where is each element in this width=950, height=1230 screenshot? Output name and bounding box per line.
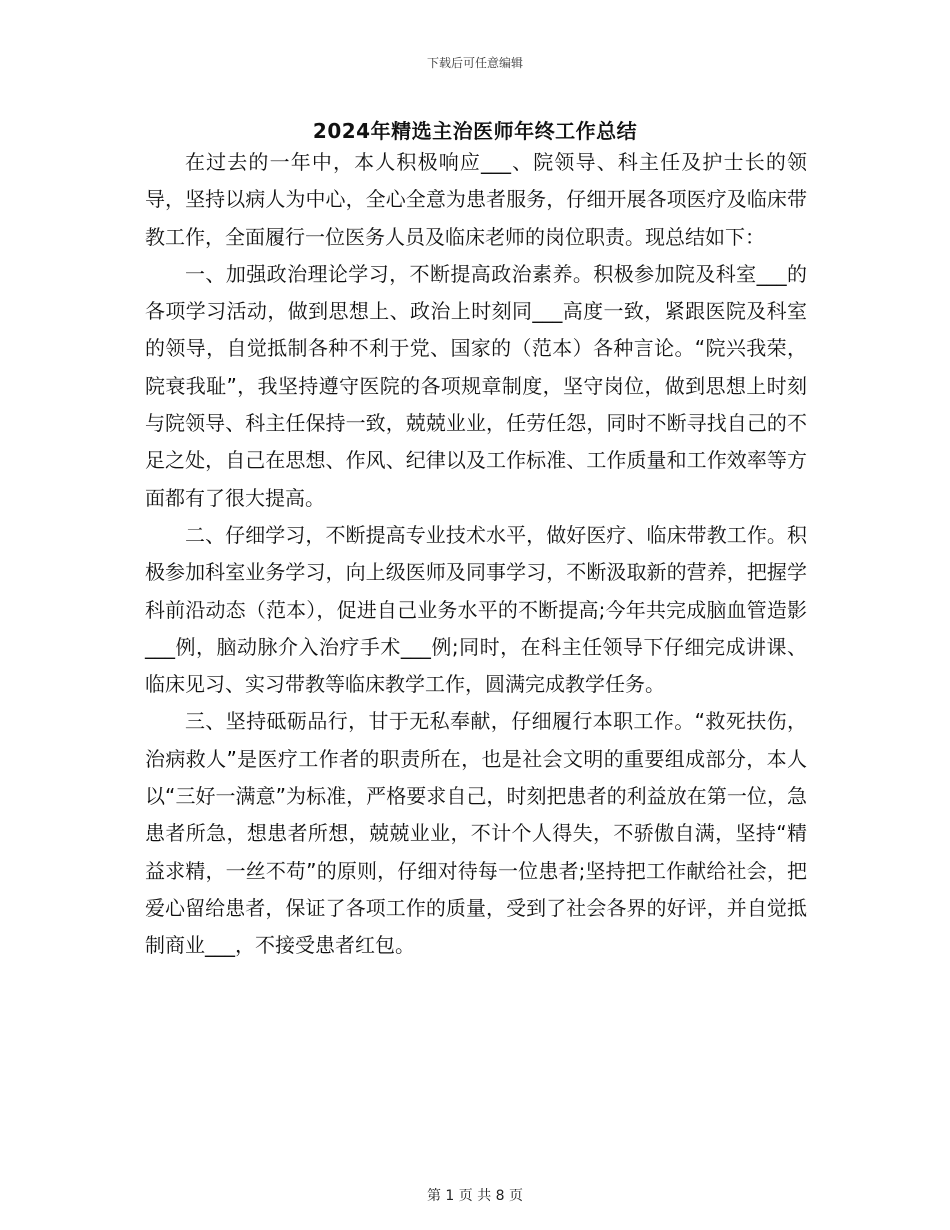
paragraph-intro: 在过去的一年中，本人积极响应___、院领导、科主任及护士长的领导，坚持以病人为中心，全心全意为患者服务，仔细开展各项医疗及临床带教工作，全面履行一位医务人员及临床老师的岗位职责。现总结如下：: [145, 150, 807, 249]
document-title: 2024年精选主治医师年终工作总结: [312, 119, 638, 143]
paragraph-political-study: 一、加强政治理论学习，不断提高政治素养。积极参加院及科室___的各项学习活动，做到思想上、政治上时刻同___高度一致，紧跟医院及科室的领导，自觉抵制各种不利于党、国家的（范本）各种言论。“院兴我荣，院衰我耻”，我坚持遵守医院的各项规章制度，坚守岗位，做到思想上时刻与院领导、科主任保持一致，兢兢业业，任劳任怨，同时不断寻找自己的不足之处，自己在思想、作风、纪律以及工作标准、工作质量和工作效率等方面都有了很大提高。: [145, 261, 807, 510]
document-body: [145, 144, 807, 965]
paragraph-professional-study: 二、仔细学习，不断提高专业技术水平，做好医疗、临床带教工作。积极参加科室业务学习，向上级医师及同事学习，不断汲取新的营养，把握学科前沿动态（范本），促进自己业务水平的不断提高;今年共完成脑血管造影___例，脑动脉介入治疗手术___例;同时，在科主任领导下仔细完成讲课、临床见习、实习带教等临床教学工作，圆满完成教学任务。: [145, 522, 807, 697]
header-note: 下载后可任意编辑: [426, 56, 523, 70]
paragraph-dedication: 三、坚持砥砺品行，甘于无私奉献，仔细履行本职工作。“救死扶伤，治病救人”是医疗工作者的职责所在，也是社会文明的重要组成部分，本人以“三好一满意”为标准，严格要求自己，时刻把患者的利益放在第一位，急患者所急，想患者所想，兢兢业业，不计个人得失，不骄傲自满，坚持“精益求精，一丝不苟”的原则，仔细对待每一位患者;坚持把工作献给社会，把爱心留给患者，保证了各项工作的质量，受到了社会各界的好评，并自觉抵制商业___，不接受患者红包。: [145, 709, 807, 958]
page-number: 第 1 页 共 8 页: [426, 1188, 524, 1204]
